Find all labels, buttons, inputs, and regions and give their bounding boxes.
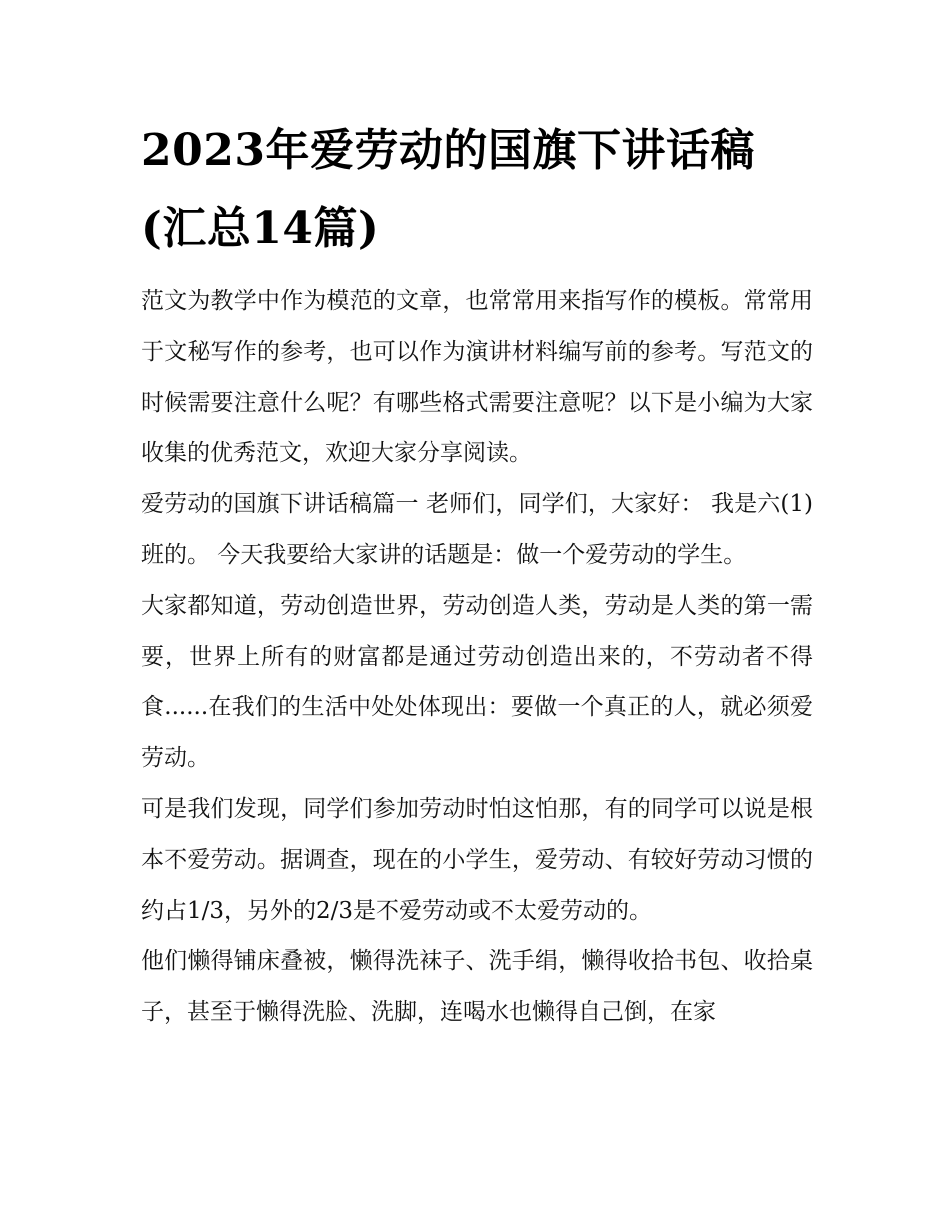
document-body [141, 276, 813, 1038]
paragraph-speech-opening: 爱劳动的国旗下讲话稿篇一 老师们，同学们，大家好： 我是六(1)班的。 今天我要给大家讲的话题是：做一个爱劳动的学生。 [141, 491, 813, 568]
document-title: 2023年爱劳动的国旗下讲话稿(汇总14篇) [141, 125, 755, 254]
paragraph-lazy-habits: 他们懒得铺床叠被，懒得洗袜子、洗手绢，懒得收拾书包、收拾桌子，甚至于懒得洗脸、洗脚，连喝水也懒得自己倒，在家 [141, 948, 813, 1026]
paragraph-labor-creates-world: 大家都知道，劳动创造世界，劳动创造人类，劳动是人类的第一需要，世界上所有的财富都是通过劳动创造出来的，不劳动者不得食......在我们的生活中处处体现出：要做一个真正的人，就必须爱劳动。 [141, 592, 813, 772]
paragraph-survey: 可是我们发现，同学们参加劳动时怕这怕那，有的同学可以说是根本不爱劳动。据调查，现在的小学生，爱劳动、有较好劳动习惯的约占1/3，另外的2/3是不爱劳动或不太爱劳动的。 [141, 795, 813, 924]
document-page [141, 112, 813, 1038]
paragraph-intro: 范文为教学中作为模范的文章，也常常用来指写作的模板。常常用于文秘写作的参考，也可以作为演讲材料编写前的参考。写范文的时候需要注意什么呢？有哪些格式需要注意呢？以下是小编为大家收集的优秀范文，欢迎大家分享阅读。 [141, 288, 813, 467]
